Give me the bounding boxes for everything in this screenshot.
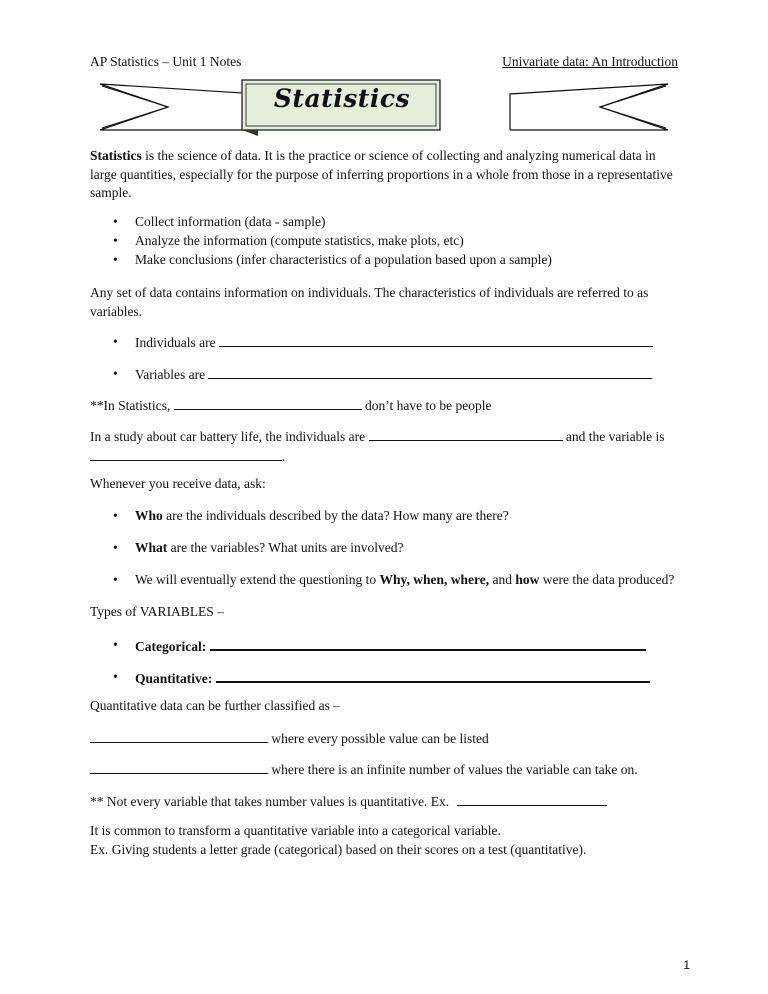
banner-left-tail [100,84,258,130]
car-variable-blank[interactable] [90,447,282,461]
dataset-paragraph: Any set of data contains information on individuals. The characteristics of individuals are referred to as variables. [90,285,649,319]
note-quantitative: ** Not every variable that takes number values is quantitative. Ex. [90,792,690,812]
header-left: AP Statistics – Unit 1 Notes [90,54,242,69]
intro-line-1: is the science of data. It is the practice or science of collecting and analyzing numerical data in [141,148,656,163]
discrete-blank[interactable] [90,729,268,743]
continuous-blank[interactable] [90,760,268,774]
quant-heading: Quantitative data can be further classified as – [90,698,341,713]
whenever-text: Whenever you receive data, ask: [90,476,266,491]
continuous-line: where there is an infinite number of values the variable can take on. [90,760,690,780]
transform-paragraph: It is common to transform a quantitative variable into a categorical variable. Ex. Giving students a letter grade (categorical) based on their scores on a test (quantitative). [90,823,587,857]
individuals-blank[interactable] [219,333,653,347]
note-blank[interactable] [174,396,362,410]
intro-paragraph [90,147,690,203]
categorical-blank[interactable] [210,636,646,651]
discrete-line: where every possible value can be listed [90,729,690,749]
intro-line-3: sample. [90,185,132,200]
header-right: Univariate data: An Introduction [502,54,678,69]
variables-blank[interactable] [208,365,652,379]
example-blank[interactable] [457,792,607,806]
car-battery-example: In a study about car battery life, the individuals are and the variable is . [90,429,665,464]
intro-line-2: large quantities, especially for the purpose of inferring proportions in a whole from those in a representative [90,166,673,182]
statistics-term: Statistics [90,148,142,163]
quantitative-blank[interactable] [216,668,650,683]
types-heading: Types of VARIABLES – [90,604,224,619]
car-individuals-blank[interactable] [369,427,563,441]
page-number: 1 [683,958,690,972]
banner-right-tail [510,84,668,130]
note-people: **In Statistics, don’t have to be people [90,398,492,413]
page-title: Statistics [273,84,411,113]
